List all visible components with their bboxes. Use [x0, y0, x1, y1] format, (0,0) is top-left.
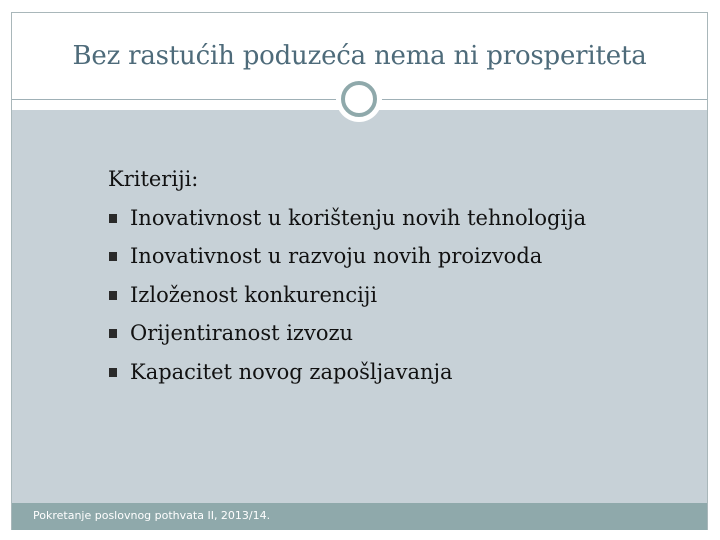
circle-ornament-icon: [336, 76, 382, 122]
square-bullet-icon: [109, 291, 117, 300]
list-item: [108, 237, 586, 276]
footer-text: Pokretanje poslovnog pothvata II, 2013/14.: [33, 509, 271, 522]
list-item-text: Inovativnost u razvoju novih proizvoda: [130, 244, 543, 268]
list-item-text: Orijentiranost izvozu: [130, 321, 354, 345]
circle-ring: [341, 81, 377, 117]
list-item-text: Izloženost konkurenciji: [130, 282, 378, 307]
criteria-heading: Kriteriji:: [108, 167, 199, 191]
criteria-list: [108, 199, 586, 392]
square-bullet-icon: [109, 214, 117, 223]
square-bullet-icon: [109, 252, 117, 261]
list-item: [108, 276, 586, 315]
list-item-text: Inovativnost u korištenju novih tehnologija: [130, 205, 587, 230]
slide-title: Bez rastućih poduzeća nema ni prosperiteta: [72, 41, 647, 71]
square-bullet-icon: [109, 329, 117, 338]
list-item-text: Kapacitet novog zapošljavanja: [130, 359, 453, 384]
list-item: [108, 199, 586, 238]
list-item: [108, 314, 586, 353]
list-item: [108, 353, 586, 392]
square-bullet-icon: [109, 368, 117, 377]
content-text: [108, 160, 586, 391]
